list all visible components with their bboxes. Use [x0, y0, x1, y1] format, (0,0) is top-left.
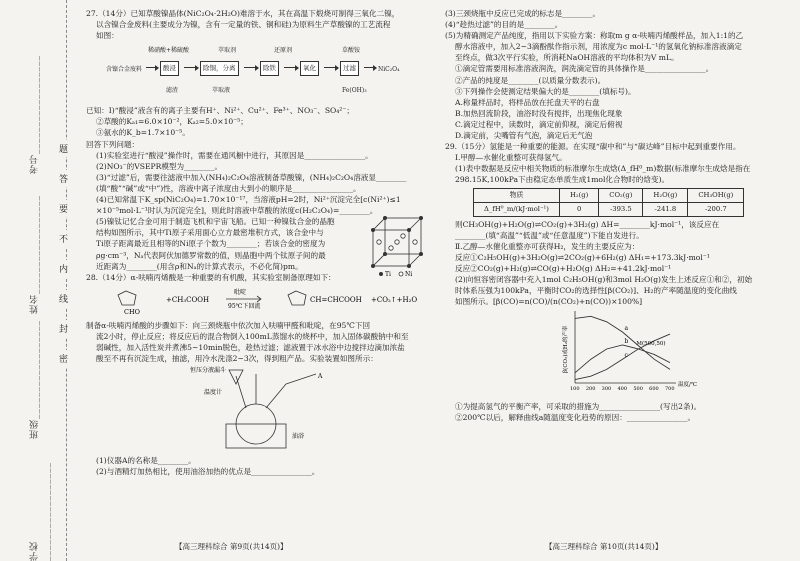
flow-step: 除铜，分离: [200, 61, 239, 76]
q27-stem: 以含镍合金废料(主要成分为镍，含有一定量的铁、铜和硅)为原料生产草酸镍的工艺流程: [96, 20, 391, 30]
reaction-condition: 95℃下回流: [228, 302, 261, 310]
q28-sub3: (3)三颈烧瓶中反应已完成的标志是________。: [445, 9, 601, 18]
q27-sub3: (填“酸”“碱”或“中”)性，溶液中离子浓度由大到小的顺序是________________。: [96, 183, 361, 193]
apparatus-a-label: A: [318, 373, 323, 381]
q28-procedure: 酸至不再有沉淀生成，抽滤，用冷水洗涤2~3次，得到粗产品。实验装置如图所示：: [96, 354, 378, 364]
table-header: CH₃OH(g): [688, 188, 744, 202]
selectivity-yield-chart: [445, 307, 785, 397]
q27-stem: 如图：: [96, 31, 119, 41]
q27-known: 已知：Ⅰ)“酸浸”液含有的离子主要有H⁺、Ni²⁺、Cu²⁺、Fe³⁺、NO₃⁻、SO₄²⁻；: [86, 106, 354, 116]
q29-sub1: 298.15K,100kPa下由稳定态单质生成1mol化合物时的焓变)。: [455, 175, 670, 185]
q27-sub4: (4)已知常温下K_sp(NiC₂O₄)=1.70×10⁻¹⁷，当溶液pH=2时，Ni²⁺沉淀完全[c(Ni²⁺)≤1: [96, 195, 401, 205]
x-tick-label: 300: [601, 386, 612, 393]
seal-char: 线: [59, 290, 68, 307]
flow-reagent: 草酸铵: [342, 47, 361, 55]
flow-reagent: 还原剂: [274, 47, 293, 55]
q27-sub5: 近距离为________(用含ρ和Nₐ的计算式表示，不必化简)pm。: [96, 261, 303, 271]
q27-sub1: (1)实验室进行“酸浸”操作时，需要在通风橱中进行，其原因是________________。: [96, 150, 373, 160]
table-cell: -200.7: [688, 202, 744, 216]
seal-line: [66, 0, 67, 561]
legend-ni: Ni: [405, 271, 413, 279]
series-label-a: a: [624, 325, 629, 333]
q27-known: ②草酸的Kₐ₁=6.0×10⁻²，Kₐ₂=5.0×10⁻⁵；: [96, 117, 248, 127]
q27-prompt: 回答下列问题：: [86, 139, 140, 149]
table-cell: 0: [559, 202, 598, 216]
binding-margin: [0, 0, 80, 561]
q28-sub4: (4)“趁热过滤”的目的是________。: [445, 20, 563, 30]
page-footer-right: 【高三理科综合 第10页(共14页)】: [545, 542, 663, 551]
legend-ti: Ti: [385, 271, 391, 279]
q29-sub2-i: ①为提高氢气的平衡产率，可采取的措施为________________(写出2条)。: [455, 401, 702, 411]
seal-char: 不: [59, 230, 68, 247]
series-label-c: c: [624, 352, 628, 360]
apparatus-oilbath-label: 油浴: [292, 433, 305, 441]
table-header: H₂(g): [559, 188, 598, 202]
table-header: 物质: [474, 188, 560, 202]
q29-stem: 29.（15分）氢能是一种重要的能源。在实现“碳中和”与“碳达峰”目标中起到重要作用。: [445, 142, 741, 152]
enthalpy-table: [473, 188, 744, 217]
byproduct-label: +CO₂↑+H₂O: [371, 295, 418, 304]
q29-sub1-answer: 则CH₃OH(g)+H₂O(g)⇌CO₂(g)+3H₂(g) ΔH=________kJ·mol⁻¹，该反应在: [455, 219, 720, 229]
seal-char: 封: [59, 320, 68, 337]
flow-step: 过滤: [340, 61, 359, 76]
q27-sub5: Ti原子距离最近且相等的Ni原子个数为________；若该合金的密度为: [96, 239, 326, 249]
q28-sub5: 醇水溶液中，加入2~3滴酚酞作指示剂，用浓度为c mol·L⁻¹的氢氧化钠标准溶液滴定: [455, 42, 742, 52]
seal-char: 答: [59, 170, 68, 187]
q27-sub5: (5)镍钛记忆合金可用于制造飞机和宇宙飞船。已知一种镍钛合金的晶胞: [96, 217, 335, 227]
crystal-cell-diagram: [369, 214, 427, 278]
q28-stem: 28.（14分）α-呋喃丙烯酸是一种重要的有机酸，其实验室制备原理如下：: [86, 272, 336, 282]
x-tick-label: 400: [617, 386, 628, 393]
q28-sub5: (5)为精确测定产品纯度，指用以下实验方案：称取m g α-呋喃丙烯酸样品，加入1:1的乙: [445, 31, 744, 41]
y-axis-label: β(CO₂)或H₂的产率: [563, 326, 569, 374]
q28-procedure: 流2小时，停止反应；将反应后的混合物倒入100mL蒸馏水的烧杯中，加入固体碳酸钠中和至: [96, 331, 409, 341]
q27-sub5: 结构如图所示，其中Ti原子采用面心立方最密堆积方式，该合金中与: [96, 228, 324, 238]
flow-start: 含镍合金废料: [106, 66, 143, 74]
x-tick-label: 500: [633, 386, 643, 393]
option-d: D.滴定前，尖嘴管有气泡，滴定后无气泡: [455, 131, 593, 141]
q28-procedure: 制备α-呋喃丙烯酸的步骤如下：向三颈烧瓶中依次加入呋喃甲醛和吡啶，在95℃下回: [86, 320, 371, 330]
name-label: 姓名__________________: [30, 195, 40, 314]
option-c: C.滴定过程中，读数时，滴定前仰视，滴定后俯视: [455, 119, 623, 129]
apparatus-thermometer-label: 温度计: [204, 389, 223, 397]
right-page: [445, 8, 795, 423]
q29-part2: Ⅱ.乙醇—水催化重整亦可获得H₂，发生的主要反应为：: [455, 241, 640, 251]
q29-sub1: (1)表中数据是反应中相关物质的标准摩尔生成焓(Δ_fH⁰_m)数据(标准摩尔生成焓是指在: [455, 164, 751, 174]
q27-sub5: ρg·cm⁻³，Nₐ代表阿伏加德罗常数的值，则晶胞中两个钛原子间的最: [96, 250, 326, 260]
q27-known: ③氨水的K_b=1.7×10⁻⁵。: [96, 128, 190, 138]
q27-sub4: ×10⁻⁵mol·L⁻¹时认为沉淀完全]，则此时溶液中草酸的浓度c(H₂C₂O₄)=________。: [96, 206, 378, 216]
table-cell: -241.8: [643, 202, 688, 216]
left-page: [86, 8, 431, 478]
seal-char: 题: [59, 140, 68, 157]
x-tick-label: 600: [649, 386, 659, 393]
q28-sub5-ii: ②产品的纯度是________(以质量分数表示)。: [455, 75, 606, 85]
q29-part1: Ⅰ.甲醇—水催化重整可获得氢气。: [455, 153, 567, 163]
table-cell: -393.5: [599, 202, 643, 216]
x-tick-label: 100: [570, 386, 580, 393]
process-flow-diagram: [106, 43, 431, 103]
apparatus-diagram: [86, 364, 426, 452]
q29-sub2: 如图所示。[β(CO)=n(CO)/(n(CO₂)+n(CO))×100%]: [455, 297, 643, 307]
page-footer-left: 【高三理科综合 第9页(共14页)】: [175, 542, 288, 551]
school-label: 学校__________________: [30, 462, 51, 561]
chart-annotation: M(500,50): [636, 341, 666, 348]
flow-reagent: 萃取剂: [218, 47, 237, 55]
flow-byproduct: 萃取液: [212, 87, 231, 95]
seal-char: 要: [59, 200, 68, 217]
class-label: 班级__________________: [30, 320, 40, 439]
option-b: B.加热回流阶段，油浴时没有搅拌，出现焦化现象: [455, 108, 623, 118]
q29-sub1-answer: ________(填“高温”“低温”或“任意温度”)下能自发进行。: [455, 230, 644, 240]
q27-sub2: (2)NO₃⁻的VSEPR模型为________。: [96, 161, 223, 171]
reaction-scheme: [86, 283, 426, 317]
seal-char: 内: [59, 260, 68, 277]
q27-stem: 27.（14分）已知草酸镍晶体(NiC₂O₄·2H₂O)难溶于水，其在高温下煅烧可制得三氧化二镍，: [86, 9, 400, 18]
q28-sub2: (2)与酒精灯加热相比，使用油浴加热的优点是________________。: [96, 467, 320, 477]
q27-sub3: (3)“过滤”后，需要往滤液中加入(NH₄)₂C₂O₄溶液制备草酸镍，(NH₄)₂C₂O₄溶液显________: [96, 172, 407, 182]
table-header: CO₂(g): [599, 188, 643, 202]
q28-sub5: 至终点，做3次平行实验，所消耗NaOH溶液的平均体积为V mL。: [455, 53, 679, 63]
seal-char: 密: [59, 350, 68, 367]
reactant-label: CHO: [124, 307, 140, 316]
flow-step: 除铁: [260, 61, 279, 76]
product-label: CH=CHCOOH: [310, 295, 362, 304]
flow-byproduct: 滤渣: [166, 87, 179, 95]
q28-procedure: 弱碱性，加入活性炭并煮沸5~10min脱色，趁热过滤；滤液置于冰水浴中边搅拌边滴加浓盐: [96, 343, 405, 353]
reaction-catalyst: 吡啶: [234, 288, 247, 296]
table-cell: Δ_fH⁰_m/(kJ·mol⁻¹): [474, 202, 560, 216]
q29-sub2-ii: ②200℃以后，解释曲线a随温度变化趋势的原因：________________。: [455, 412, 696, 422]
q29-sub2: 时体系压强为100kPa，平衡时CO₂的选择性[β(CO₂)]、H₂的产率随温度的变化曲线: [455, 286, 737, 296]
series-label-b: b: [624, 338, 629, 346]
q29-sub2: (2)向恒容密闭容器中充入1mol C₂H₅OH(g)和3mol H₂O(g)发生上述反应①和②，初始: [455, 275, 753, 285]
option-a: A.称量样品时，将样品放在托盘天平的右盘: [455, 97, 600, 107]
flow-end: NiC₂O₄: [378, 66, 400, 74]
x-tick-label: 200: [585, 386, 596, 393]
flow-step: 酸浸: [160, 61, 179, 76]
x-axis-label: 温度/℃: [678, 382, 698, 389]
reactant-acetic: +CH₃COOH: [166, 295, 210, 304]
reaction-1: 反应①C₂H₅OH(g)+3H₂O(g)⇌2CO₂(g)+6H₂(g) ΔH₁=+173.3kJ·mol⁻¹: [455, 252, 710, 262]
q28-sub5-i: ①滴定管需要用标准溶液润洗，润洗滴定管的具体操作是________________。: [455, 64, 714, 74]
q28-sub1: (1)仪器A的名称是________。: [96, 456, 196, 466]
x-tick-label: 700: [665, 386, 675, 393]
flow-byproduct: Fe(OH)₃: [342, 87, 367, 95]
reaction-2: 反应②CO₂(g)+H₂(g)⇌CO(g)+H₂O(g) ΔH₂=+41.2kJ·mol⁻¹: [455, 264, 672, 274]
q28-sub5-iii: ③下列操作会使测定结果偏大的是________(填标号)。: [455, 86, 636, 96]
flow-reagent: 稀硝酸+稀硫酸: [148, 47, 190, 55]
flow-step: 氧化: [300, 61, 319, 76]
exam-number-label: 考号__________________: [30, 55, 40, 174]
apparatus-funnel-label: 恒压分液漏斗: [190, 367, 227, 375]
table-header: H₂O(g): [643, 188, 688, 202]
